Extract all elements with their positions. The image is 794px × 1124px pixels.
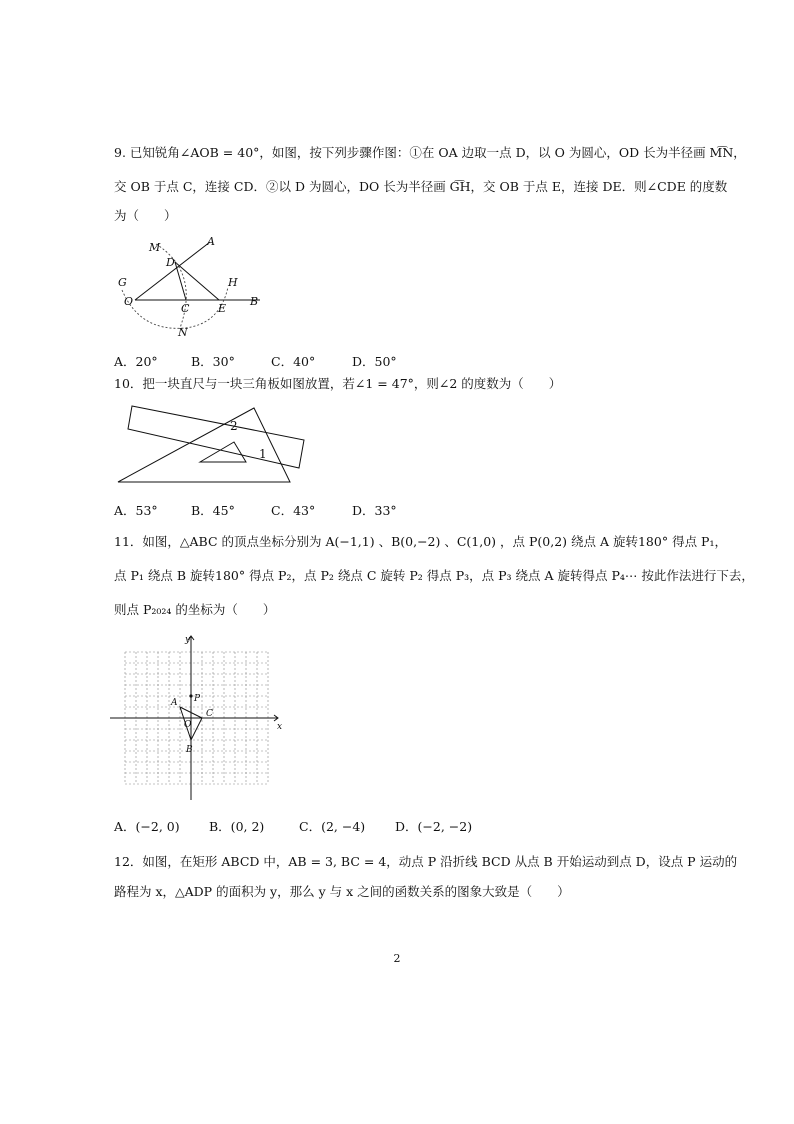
q9-text-line-3: 为（ ） [114,208,177,223]
q11-options [114,817,472,835]
q11-option-d[interactable]: D．(−2, −2) [395,819,473,834]
triangle-set-square [118,408,290,482]
q11-coordinate-grid [110,632,290,802]
q11-text-line-3: 则点 P₂₀₂₄ 的坐标为（ ） [114,602,276,617]
q9-label-g: G [118,276,127,289]
q9-label-m: M [149,241,161,254]
q11-text-line-1: 11．如图，△ABC 的顶点坐标分别为 A(−1,1) 、B(0,−2) 、C(1,0) ，点 P(0,2) 绕点 A 旋转180° 得点 P₁， [114,534,727,549]
q10-options [114,501,397,519]
q9-label-h: H [228,276,238,289]
q9-figure [110,232,270,342]
q11-option-c[interactable]: C．(2, −4) [299,819,366,834]
q11-label-b: B [186,745,193,755]
q12-text-line-1: 12．如图，在矩形 ABCD 中，AB = 3, BC = 4，动点 P 沿折线 BCD 从点 B 开始运动到点 D，设点 P 运动的 [114,854,738,869]
triangle-inner-cutout [200,442,246,462]
q10-option-d[interactable]: D．33° [352,503,397,518]
ruler-shape [128,406,304,468]
q11-text-line-2: 点 P₁ 绕点 B 旋转180° 得点 P₂，点 P₂ 绕点 C 旋转 P₂ 得点 P₃，点 P₃ 绕点 A 旋转得点 P₄⋯ 按此作法进行下去， [114,568,754,583]
q10-option-b[interactable]: B．45° [191,503,235,518]
q10-option-c[interactable]: C．43° [271,503,316,518]
q9-option-a[interactable]: A．20° [114,354,158,369]
q10-option-a[interactable]: A．53° [114,503,158,518]
q11-label-p: P [194,694,201,704]
q9-label-e: E [218,302,227,315]
q9-text-line-1: 9. 已知锐角∠AOB = 40°，如图，按下列步骤作图：①在 OA 边取一点 D，以 O 为圆心，OD 长为半径画 M͡N， [114,145,746,160]
q11-label-a: A [171,698,178,708]
q9-text-line-2: 交 OB 于点 C，连接 CD．②以 D 为圆心，DO 长为半径画 G͡H，交 OB 于点 E，连接 DE．则∠CDE 的度数 [114,179,728,194]
q11-label-c: C [206,709,213,719]
q9-label-n: N [178,326,188,339]
q9-label-d: D [166,256,175,269]
q9-option-c[interactable]: C．40° [271,354,316,369]
page-number: 2 [393,952,401,965]
q9-label-c: C [181,302,190,315]
point-p-dot [189,694,192,697]
q11-axis-x-label: x [277,722,283,732]
q10-angle-2: 2 [230,419,238,433]
q9-label-b: B [250,295,259,308]
q9-options [114,352,397,370]
q9-option-d[interactable]: D．50° [352,354,397,369]
q11-option-a[interactable]: A．(−2, 0) [114,819,180,834]
q11-axis-y-label: y [185,635,191,645]
q10-angle-1: 1 [259,447,267,461]
q11-label-o: O [184,720,192,730]
q9-label-a: A [207,235,215,248]
q9-option-b[interactable]: B．30° [191,354,235,369]
q9-label-o: O [124,295,134,308]
q12-text-line-2: 路程为 x，△ADP 的面积为 y，那么 y 与 x 之间的函数关系的图象大致是（ ） [114,884,570,899]
q11-option-b[interactable]: B．(0, 2) [209,819,265,834]
q10-figure [114,400,314,485]
q10-text-line-1: 10．把一块直尺与一块三角板如图放置，若∠1 = 47°，则∠2 的度数为（ ） [114,376,562,391]
